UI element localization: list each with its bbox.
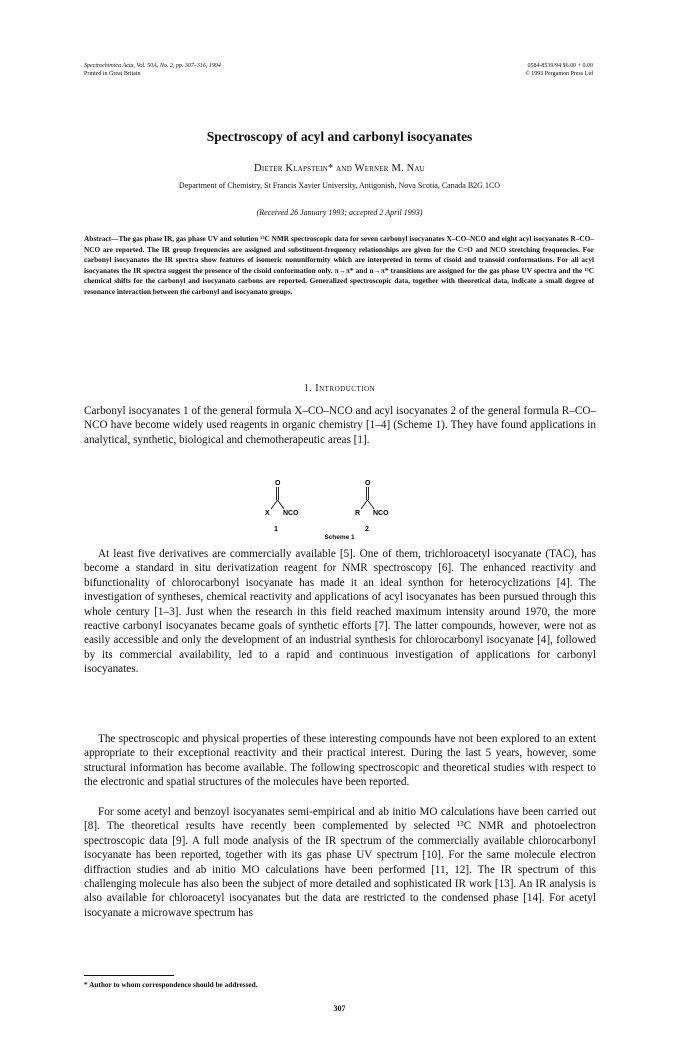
paper-title: Spectroscopy of acyl and carbonyl isocyanates [206,129,473,144]
received-dates: (Received 26 January 1993; accepted 2 April 1993) [256,208,423,217]
issn-code: 0584-8539/94 $6.00 + 0.00 [527,63,593,69]
printed-in: Printed in Great Britain [84,71,141,77]
author-list: Dieter Klapstein* and Werner M. Nau [254,163,425,174]
copyright-line: © 1993 Pergamon Press Ltd [525,71,593,77]
abstract-label: Abstract [84,234,112,243]
abstract-text: —The gas phase IR, gas phase UV and solution ¹³C NMR spectroscopic data for seven carbonyl isocyanates X–CO–NCO and eight acyl isocyanates R–CO–NCO are reported. The IR group frequencies are assigned and substituent-frequency relationships are given for the C=O and NCO stretching frequencies. For carbonyl isocyanates the IR spectra show features of isomeric nonuniformity which are interpreted in terms of cisoid and transoid conformations. For all acyl isocyanates the IR spectra suggest the presence of the cisoid conformation only. π→π* and n→π* transitions are assigned for the gas phase UV spectra and the ¹³C chemical shifts for the carbonyl and isocyanato carbons are reported. Generalized spectroscopic data, together with theoretical data, indicate a small degree of resonance interaction between the carbonyl and isocyanato groups. [84,234,594,296]
journal-header [84,62,221,78]
compound-label-1: 1 [274,526,278,533]
copyright-header [525,62,593,78]
oxygen-2: O [365,480,371,487]
journal-citation: Spectrochimica Acta, Vol. 50A, No. 2, pp. 307–316, 1994 [84,63,221,69]
section-heading: 1. Introduction [303,383,376,394]
scheme-caption: Scheme 1 [324,534,355,541]
compound-label-2: 2 [365,526,369,533]
paragraph-1: Carbonyl isocyanates 1 of the general formula X–CO–NCO and acyl isocyanates 2 of the general formula R–CO–NCO have become widely used reagents in organic chemistry [1–4] (Scheme 1). They have found applications in analytical, synthetic, biological and chemotherapeutic areas [1]. [84,405,596,446]
nco-group-1: NCO [283,510,299,517]
paragraph-4: For some acetyl and benzoyl isocyanates semi-empirical and ab initio MO calculations have been carried out [8]. The theoretical results have recently been complemented by selected ¹³C NMR and photoelectron spectroscopic data [9]. A full mode analysis of the IR spectrum of the commercially available chlorocarbonyl isocyanate has been reported, together with its gas phase UV spectrum [10]. For the same molecule electron diffraction studies and ab initio MO calculations have been performed [11, 12]. The IR spectrum of this challenging molecule has also been the subject of more detailed and sophisticated IR work [13]. An IR analysis is also available for chloroacetyl isocyanates but the data are restricted to the condensed phase [14]. For acetyl isocyanate a microwave spectrum has [84,806,596,919]
oxygen-1: O [275,480,281,487]
structure-2 [355,480,389,533]
abstract [84,234,594,298]
paragraph-2: At least five derivatives are commercially available [5]. One of them, trichloroacetyl isocyanate (TAC), has become a standard in situ derivatization reagent for NMR spectroscopy [6]. The enhanced reactivity and bifunctionality of chlorocarbonyl isocyanate has made it an ideal synthon for heterocyclizations [4]. The investigation of syntheses, chemical reactivity and applications of acyl isocyanates has been pursued through this whole century [1–3]. Just when the research in this field reached maximum intensity around 1970, the more reactive carbonyl isocyanates became goals of synthetic efforts [7]. The latter compounds, however, were not as easily accessible and only the development of an industrial synthesis for chlorocarbonyl isocyanate [4], followed by its commercial availability, led to a rapid and continuous investigation of applications for carbonyl isocyanates. [84,548,596,676]
substituent-x: X [265,510,270,517]
affiliation: Department of Chemistry, St Francis Xavier University, Antigonish, Nova Scotia, Canada B2G 1CO [178,181,501,190]
author-footnote: * Author to whom correspondence should be addressed. [84,980,258,989]
nco-group-2: NCO [373,510,389,517]
footnote-rule [84,975,174,976]
paragraph-3: The spectroscopic and physical properties of these interesting compounds have not been explored to an extent appropriate to their exceptional reactivity and their practical interest. During the last 5 years, however, some structural information has become available. The following spectroscopic and theoretical studies with respect to the electronic and spatial structures of the molecules have been reported. [84,733,596,789]
structure-1 [265,480,299,533]
substituent-r: R [355,510,361,517]
page-number: 307 [333,1004,346,1013]
